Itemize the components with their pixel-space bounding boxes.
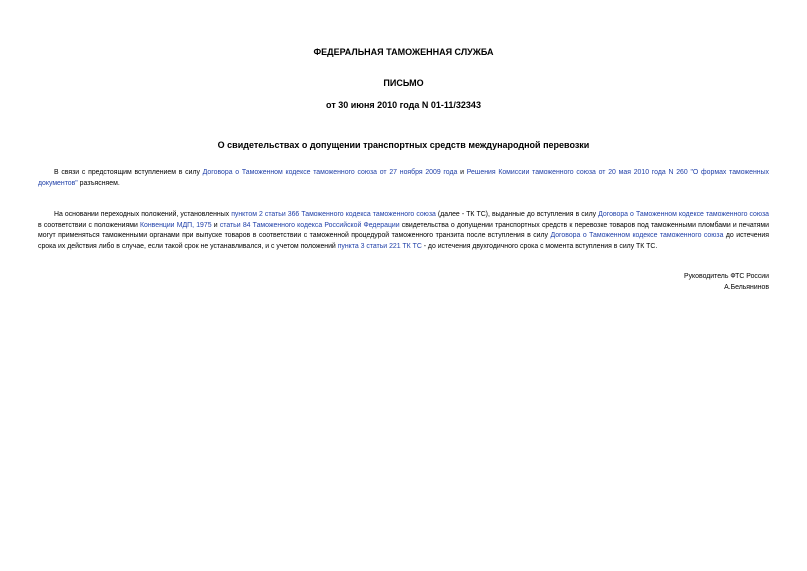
link-treaty-customs-code-3[interactable]: Договора о Таможенном кодексе таможенного союза [550,232,724,239]
paragraph-1 [38,168,769,189]
p2-text-3: в соответствии с положениями [38,221,141,229]
signature-position: Руководитель ФТС России [684,273,769,280]
p2-text-7: - до истечения двухгодичного срока с момента вступления в силу ТК ТС. [421,242,658,250]
p1-text-2: и [457,169,467,176]
link-art-84-rf-code[interactable]: статьи 84 Таможенного кодекса Российской Федерации [219,221,400,229]
paragraph-2 [38,210,769,252]
p2-text-5: свидетельства о допущении транспортных средств к перевозке товаров под таможенными пломбами и печатями могут применяться таможенными органами при выпуске товаров в соответствии с таможенной процедурой таможенного транзита после вступления в силу [38,221,769,239]
link-art-366-p2[interactable]: пунктом 2 статьи 366 Таможенного кодекса таможенного союза [231,211,436,218]
document-number: от 30 июня 2010 года N 01-11/32343 [326,100,481,110]
document-type: ПИСЬМО [383,78,424,88]
organization-name: ФЕДЕРАЛЬНАЯ ТАМОЖЕННАЯ СЛУЖБА [313,47,494,57]
p1-text-1: В связи с предстоящим вступлением в силу [54,169,203,176]
link-tir-convention[interactable]: Конвенции МДП, 1975 [140,221,212,229]
p2-text-2: (далее - ТК ТС), выданные до вступления в силу [435,211,599,218]
link-treaty-customs-code[interactable]: Договора о Таможенном кодексе таможенного союза от 27 ноября 2009 года [202,169,458,176]
signature-name: А.Бельянинов [724,284,769,291]
p2-text-1: На основании переходных положений, установленных [54,211,232,218]
p2-text-4: и [211,221,220,229]
link-treaty-customs-code-2[interactable]: Договора о Таможенном кодексе таможенного союза [598,211,770,218]
document-title: О свидетельствах о допущении транспортных средств международной перевозки [217,140,590,150]
link-commission-decision-260[interactable]: Решения Комиссии таможенного союза от 20 мая 2010 года N 260 "О формах таможенных документов" [38,169,769,187]
link-art-221-p3[interactable]: пункта 3 статьи 221 ТК ТС [337,242,422,250]
p1-text-3: разъясняем. [77,179,120,187]
p2-text-6: до истечения срока их действия либо в случае, если такой срок не устанавливался, и с учетом положений [38,232,770,250]
